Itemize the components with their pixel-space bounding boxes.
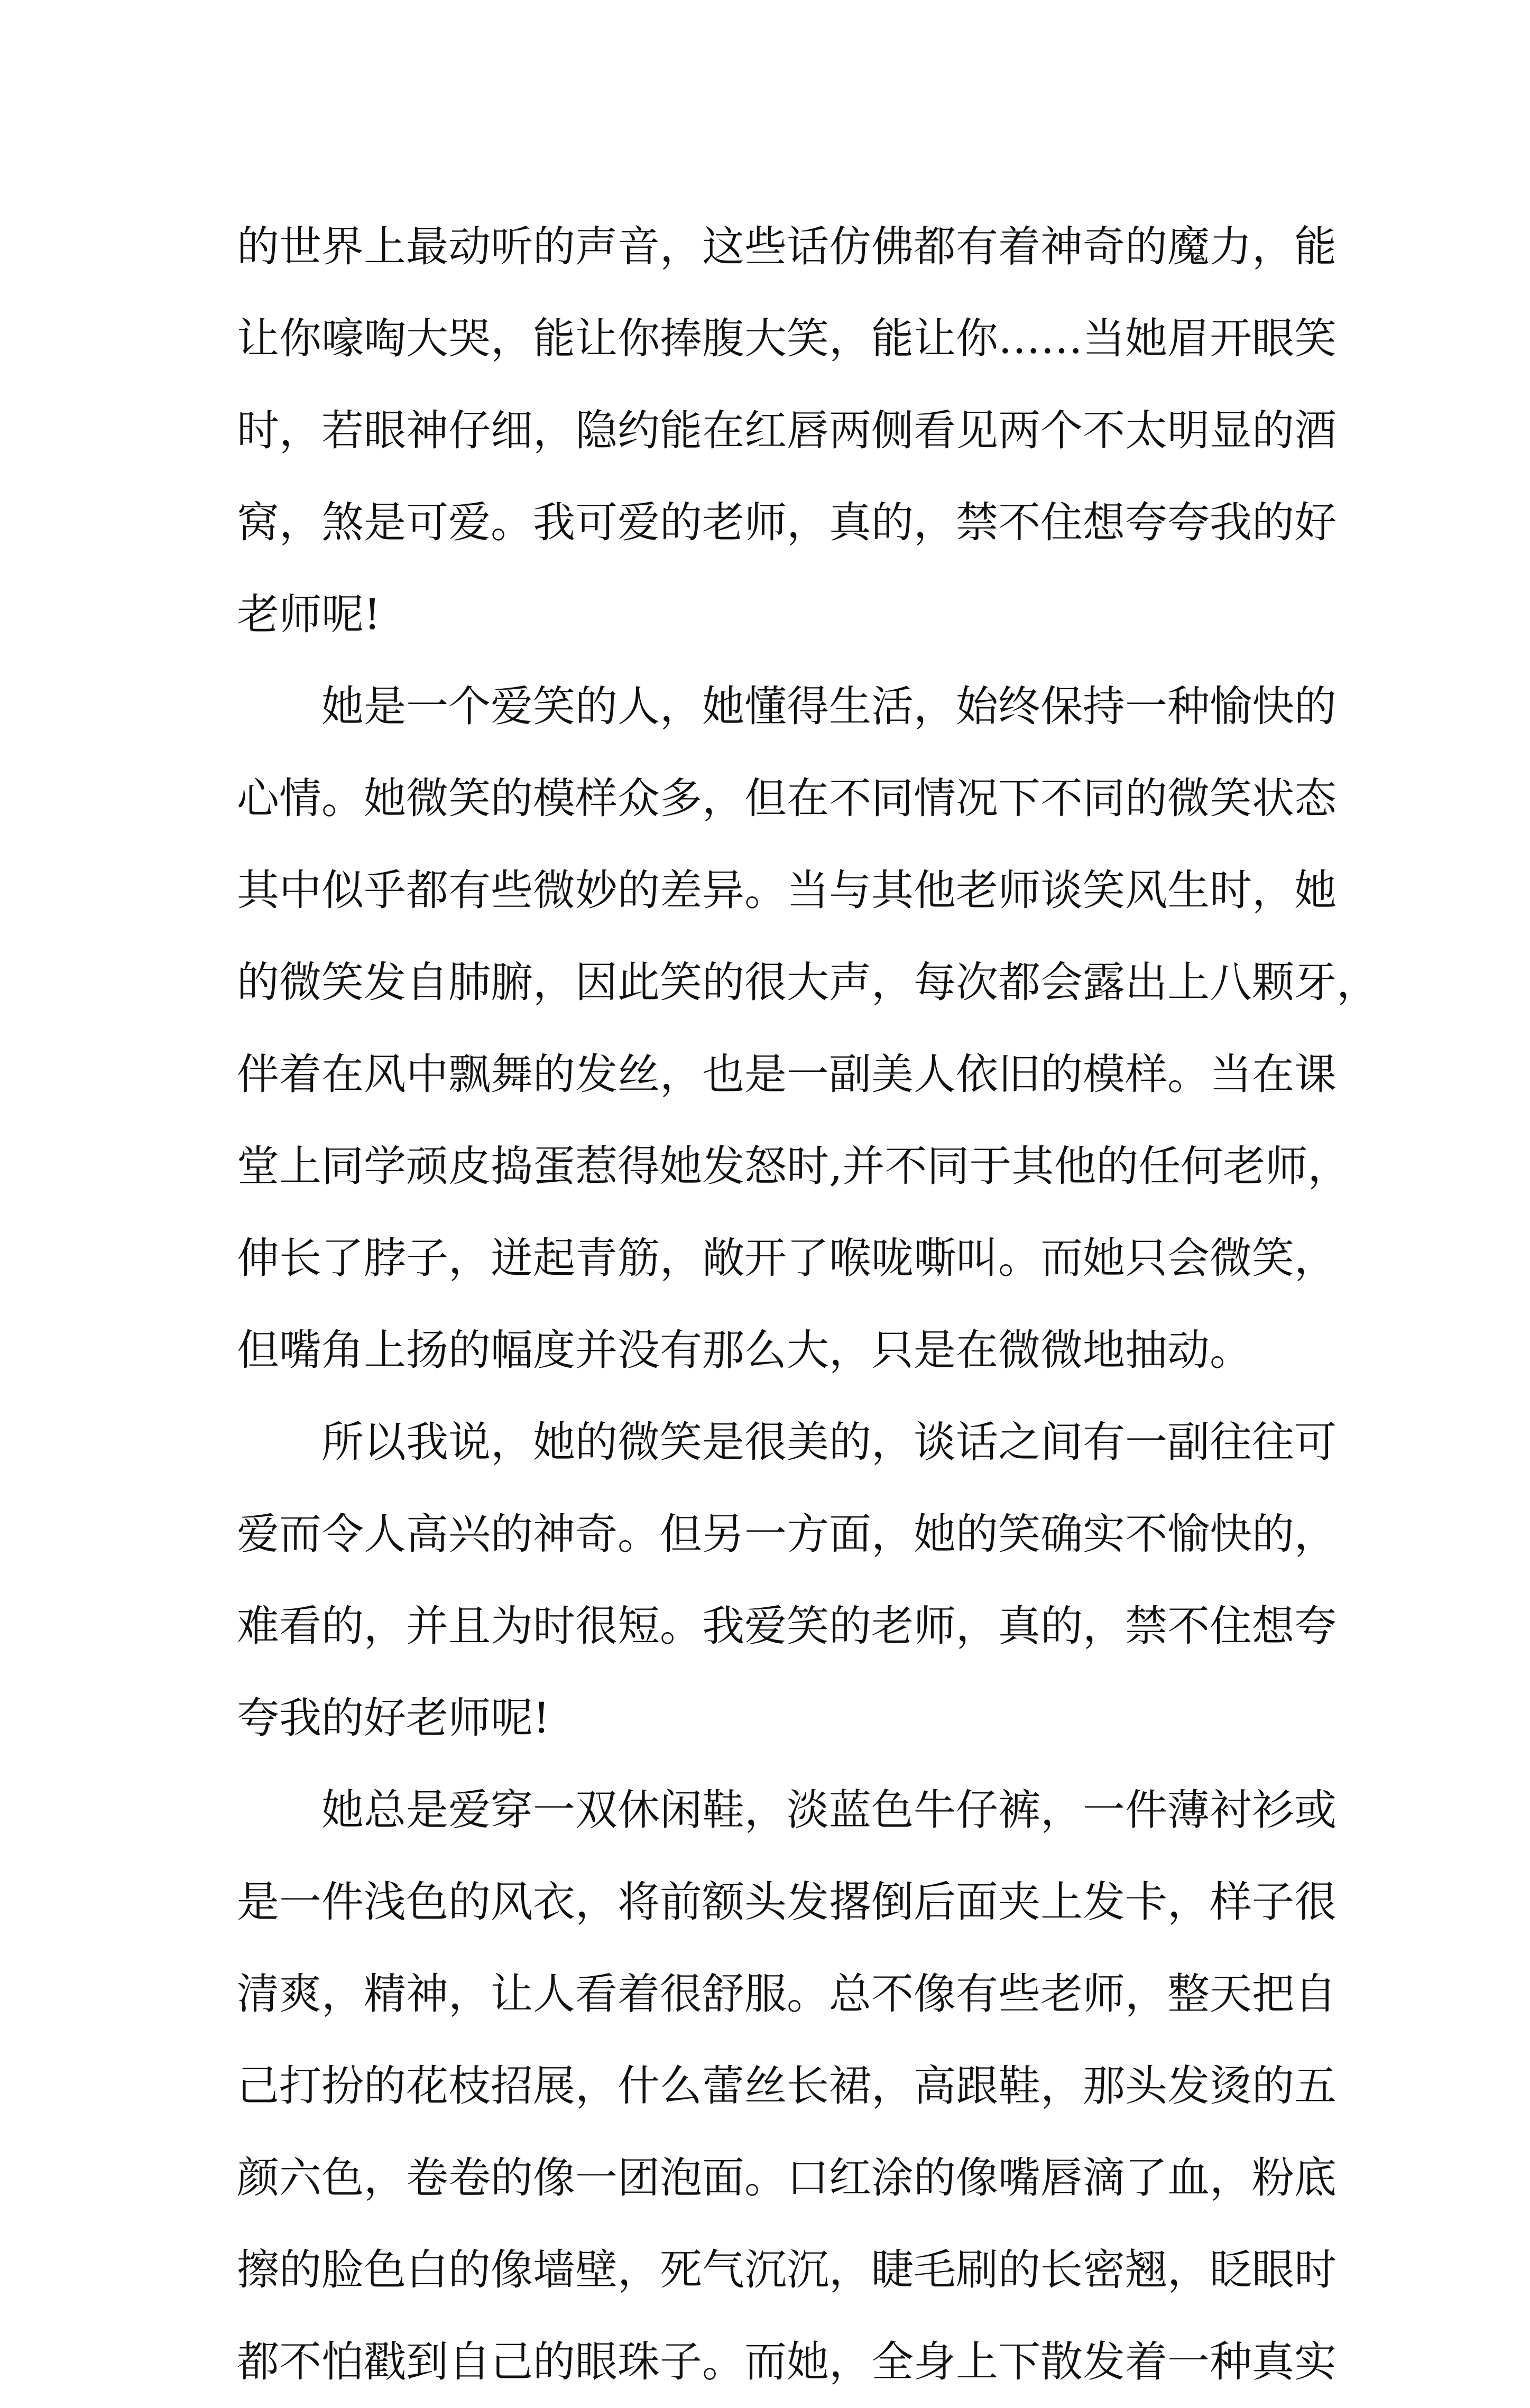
text-line: 难看的，并且为时很短。我爱笑的老师，真的，禁不住想夸 xyxy=(237,1601,1337,1651)
text-line: 她是一个爱笑的人，她懂得生活，始终保持一种愉快的 xyxy=(237,682,1337,731)
text-line: 爱而令人高兴的神奇。但另一方面，她的笑确实不愉快的， xyxy=(237,1509,1337,1559)
text-line: 都不怕戳到自己的眼珠子。而她，全身上下散发着一种真实 xyxy=(237,2337,1337,2386)
text-line: 心情。她微笑的模样众多，但在不同情况下不同的微笑状态 xyxy=(237,774,1337,823)
text-line: 己打扮的花枝招展，什么蕾丝长裙，高跟鞋，那头发烫的五 xyxy=(237,2061,1337,2110)
text-line: 是一件浅色的风衣，将前额头发撂倒后面夹上发卡，样子很 xyxy=(237,1877,1337,1927)
text-line: 所以我说，她的微笑是很美的，谈话之间有一副往往可 xyxy=(237,1418,1337,1467)
text-line: 夸我的好老师呢! xyxy=(237,1693,550,1743)
text-line: 伸长了脖子，迸起青筋，敞开了喉咙嘶叫。而她只会微笑， xyxy=(237,1234,1337,1283)
text-line: 老师呢! xyxy=(237,590,381,639)
text-line: 但嘴角上扬的幅度并没有那么大，只是在微微地抽动。 xyxy=(237,1326,1252,1375)
text-line: 清爽，精神，让人看着很舒服。总不像有些老师，整天把自 xyxy=(237,1969,1337,2018)
text-line: 其中似乎都有些微妙的差异。当与其他老师谈笑风生时，她 xyxy=(237,866,1337,915)
text-line: 颜六色，卷卷的像一团泡面。口红涂的像嘴唇滴了血，粉底 xyxy=(237,2153,1337,2202)
text-line: 让你嚎啕大哭，能让你捧腹大笑，能让你……当她眉开眼笑 xyxy=(237,314,1337,363)
text-line: 擦的脸色白的像墙壁，死气沉沉，睫毛刷的长密翘，眨眼时 xyxy=(237,2245,1337,2294)
text-line: 伴着在风中飘舞的发丝，也是一副美人依旧的模样。当在课 xyxy=(237,1050,1337,1099)
text-line: 的世界上最动听的声音，这些话仿佛都有着神奇的魔力，能 xyxy=(237,222,1337,271)
text-line: 窝，煞是可爱。我可爱的老师，真的，禁不住想夸夸我的好 xyxy=(237,498,1337,547)
text-line: 的微笑发自肺腑，因此笑的很大声，每次都会露出上八颗牙， xyxy=(237,958,1379,1007)
text-line: 堂上同学顽皮捣蛋惹得她发怒时,并不同于其他的任何老师， xyxy=(237,1142,1350,1191)
text-line: 她总是爱穿一双休闲鞋，淡蓝色牛仔裤，一件薄衬衫或 xyxy=(237,1785,1337,1835)
text-line: 时，若眼神仔细，隐约能在红唇两侧看见两个不太明显的酒 xyxy=(237,406,1337,455)
document-page xyxy=(237,201,1379,2408)
